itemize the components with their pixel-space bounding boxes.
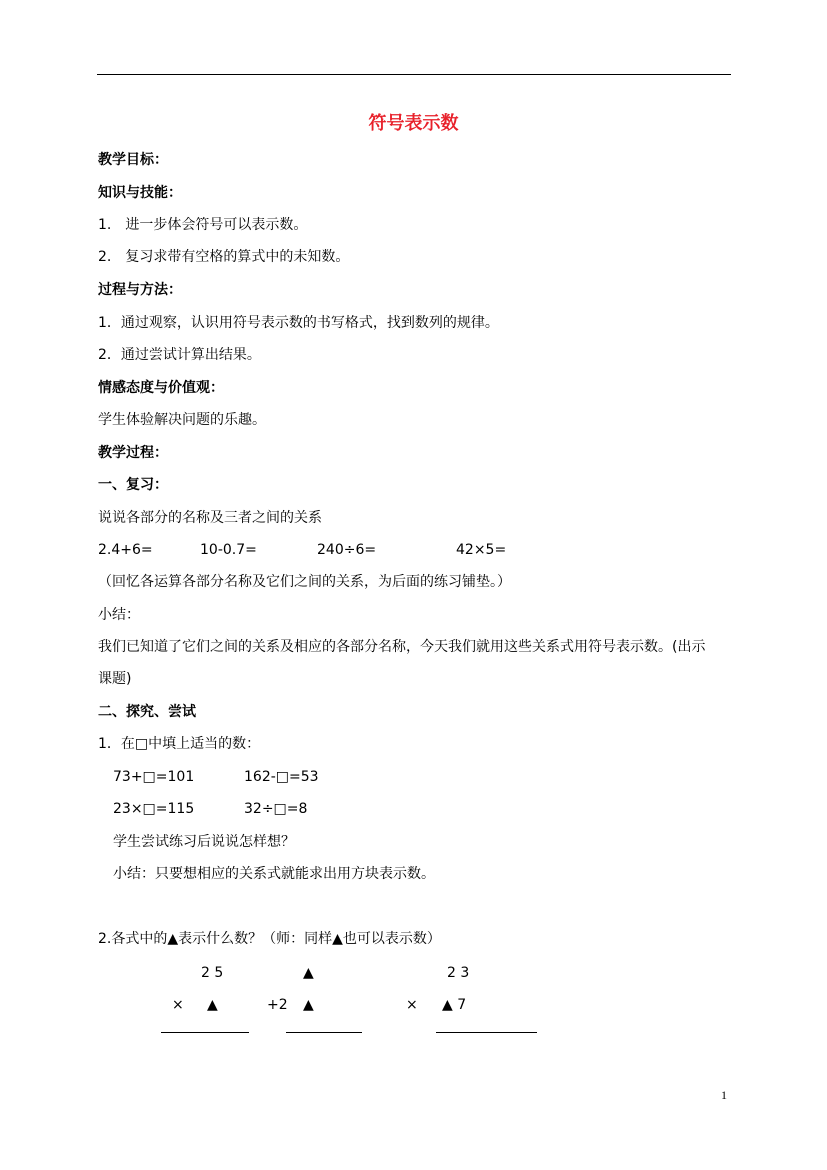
knowledge-item-1: 1. 进一步体会符号可以表示数。 [98, 217, 308, 233]
vertical-calc-2-top: ▲ [303, 965, 314, 981]
heading-goals: 教学目标： [98, 152, 168, 168]
vertical-calc-3-top: 2 3 [447, 965, 470, 981]
review-expression: 10-0.7= [200, 542, 257, 558]
exercise-1-expression: 23×□=115 [113, 801, 195, 817]
summary-text-line-1: 我们已知道了它们之间的关系及相应的各部分名称，今天我们就用这些关系式用符号表示数。(出示 [98, 639, 706, 655]
exercise-1-expression: 73+□=101 [113, 769, 195, 785]
heading-explore: 二、探究、尝试 [98, 704, 196, 720]
vertical-calc-1-top: 2 5 [201, 965, 224, 981]
process-item-1: 1．通过观察，认识用符号表示数的书写格式，找到数列的规律。 [98, 315, 499, 331]
page-number: 1 [721, 1088, 727, 1102]
vertical-calc-2-symbol: ▲ [303, 997, 314, 1013]
heading-review: 一、复习： [98, 477, 168, 493]
exercise-1-summary: 小结：只要想相应的关系式就能求出用方块表示数。 [113, 866, 435, 882]
vertical-calc-3-operator: × [406, 997, 418, 1013]
summary-text-line-2: 课题) [98, 671, 132, 687]
exercise-1-expression: 162-□=53 [244, 769, 319, 785]
vertical-calc-1-symbol: ▲ [207, 997, 218, 1013]
exercise-1-prompt: 1．在□中填上适当的数： [98, 736, 261, 752]
heading-knowledge: 知识与技能： [98, 185, 182, 201]
page-title: 符号表示数 [368, 113, 459, 134]
vertical-calc-1-underline [161, 1032, 249, 1033]
heading-process-method: 过程与方法： [98, 282, 182, 298]
exercise-1-expression: 32÷□=8 [244, 801, 308, 817]
header-rule [97, 74, 731, 75]
process-item-2: 2．通过尝试计算出结果。 [98, 347, 261, 363]
heading-emotion: 情感态度与价值观： [98, 380, 224, 396]
review-description: 说说各部分的名称及三者之间的关系 [98, 510, 322, 526]
vertical-calc-2-underline [286, 1032, 362, 1033]
vertical-calc-3-underline [436, 1032, 537, 1033]
summary-label: 小结： [98, 607, 140, 623]
review-expression: 42×5= [456, 542, 507, 558]
emotion-item-1: 学生体验解决问题的乐趣。 [98, 412, 266, 428]
heading-teaching-process: 教学过程： [98, 445, 168, 461]
vertical-calc-1-operator: × [172, 997, 184, 1013]
knowledge-item-2: 2. 复习求带有空格的算式中的未知数。 [98, 249, 350, 265]
review-expression: 240÷6= [317, 542, 377, 558]
exercise-1-note: 学生尝试练习后说说怎样想？ [113, 834, 295, 850]
vertical-calc-2-operator: +2 [267, 997, 288, 1013]
exercise-2-prompt: 2.各式中的▲表示什么数？（师：同样▲也可以表示数） [98, 931, 441, 947]
review-note: （回忆各运算各部分名称及它们之间的关系，为后面的练习铺垫。） [98, 574, 511, 590]
vertical-calc-3-symbol: ▲ 7 [442, 997, 467, 1013]
review-expression: 2.4+6= [98, 542, 153, 558]
